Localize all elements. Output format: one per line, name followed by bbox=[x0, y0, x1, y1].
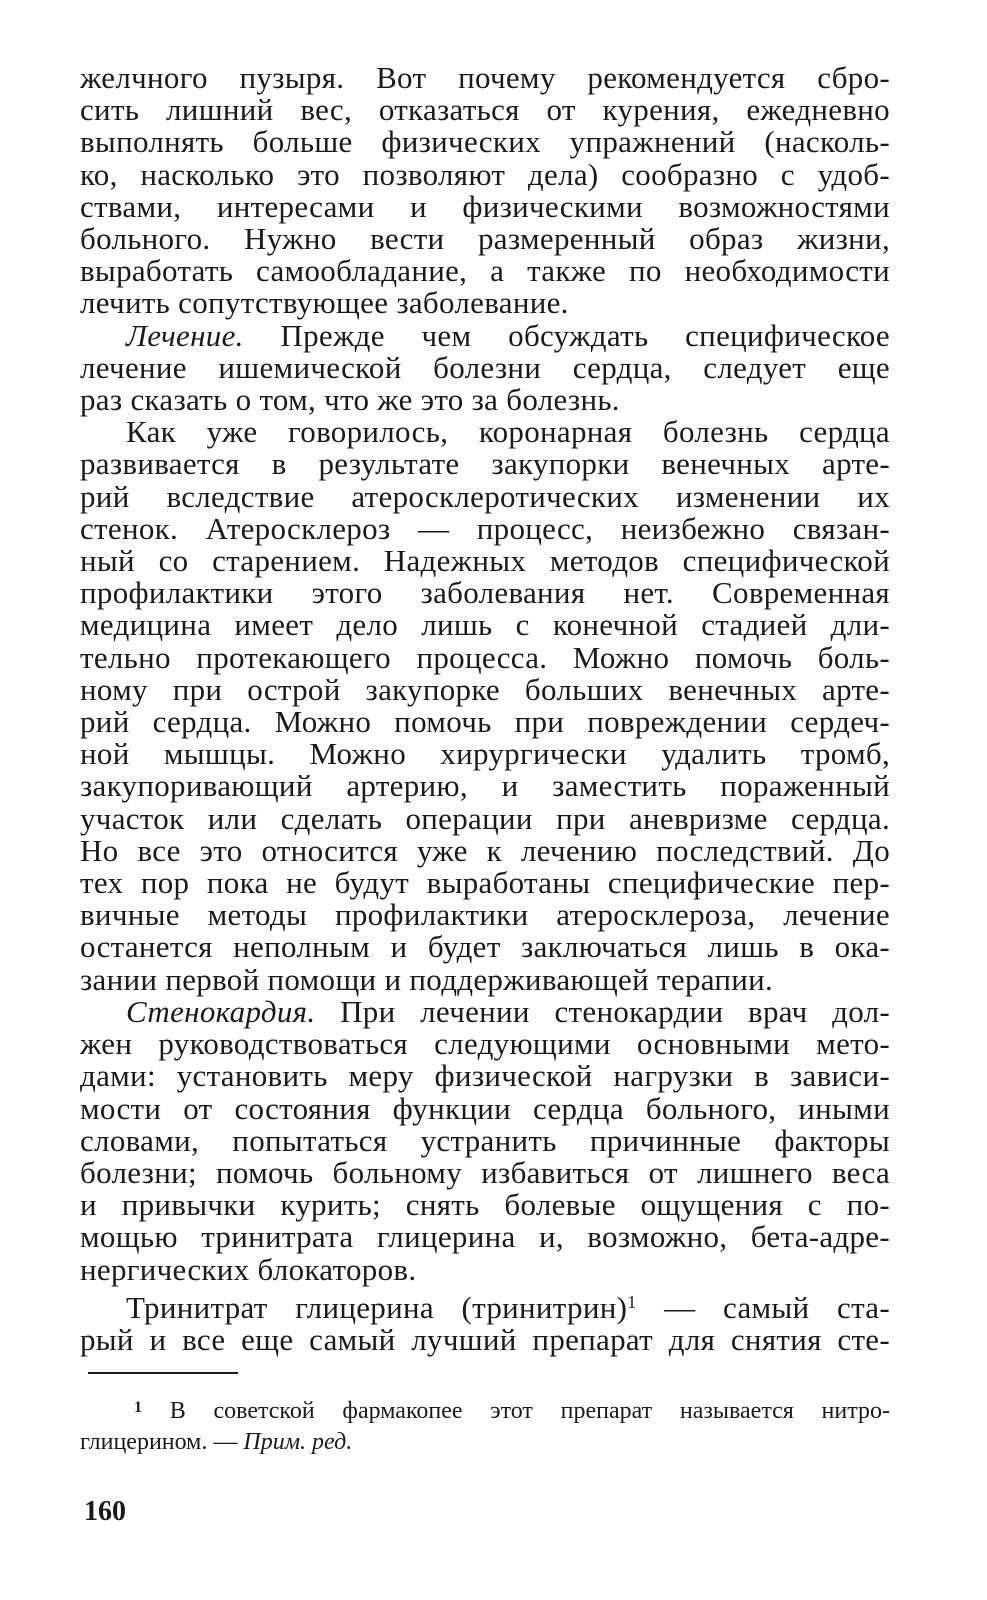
footnote-line bbox=[80, 1392, 890, 1427]
footnote-line bbox=[80, 1427, 890, 1458]
text-line: участок или сделать операции при аневризме сердца. bbox=[80, 800, 890, 836]
text-line: жен руководствоваться следующими основными мето- bbox=[80, 1026, 890, 1062]
text-line: ному при острой закупорке больших венечных арте- bbox=[80, 671, 890, 707]
text-line: лечить сопутствующее заболевание. bbox=[80, 285, 569, 321]
text-line: рый и все еще самый лучший препарат для снятия сте- bbox=[80, 1321, 890, 1357]
text-line: больного. Нужно вести размеренный образ жизни, bbox=[80, 221, 890, 257]
text-line: сить лишний вес, отказаться от курения, ежедневно bbox=[80, 92, 890, 128]
text-line bbox=[80, 1286, 890, 1324]
text-line: ный со старением. Надежных методов специфической bbox=[80, 543, 890, 579]
editor-note: Прим. ред. bbox=[243, 1429, 353, 1455]
footnote-reference[interactable]: 1 bbox=[627, 1291, 637, 1312]
text-line: ствами, интересами и физическими возможностями bbox=[80, 188, 890, 224]
text-line bbox=[80, 317, 890, 353]
text-line: выполнять больше физических упражнений (насколь- bbox=[80, 124, 890, 160]
text-line: дами: установить меру физической нагрузки в зависи- bbox=[80, 1058, 890, 1094]
text-line: медицина имеет дело лишь с конечной стадией дли- bbox=[80, 607, 890, 643]
text-line: желчного пузыря. Вот почему рекомендуется сбро- bbox=[80, 60, 890, 95]
text-line: выработать самообладание, а также по необходимости bbox=[80, 253, 890, 289]
text-line: ко, насколько это позволяют дела) сообразно с удоб- bbox=[80, 156, 890, 192]
text-line: развивается в результате закупорки венечных арте- bbox=[80, 446, 890, 482]
text-line: рий сердца. Можно помочь при повреждении сердеч- bbox=[80, 704, 890, 740]
text-run: — самый ста- bbox=[636, 1289, 890, 1325]
text-line: тельно протекающего процесса. Можно помочь боль- bbox=[80, 639, 890, 675]
text-line: мощью тринитрата глицерина и, возможно, бета-адре- bbox=[80, 1219, 890, 1255]
text-line: ной мышцы. Можно хирургически удалить тромб, bbox=[80, 736, 890, 772]
text-line: останется неполным и будет заключаться лишь в ока- bbox=[80, 929, 890, 965]
text-line: профилактики этого заболевания нет. Современная bbox=[80, 575, 890, 611]
text-line: болезни; помочь больному избавиться от лишнего веса bbox=[80, 1154, 890, 1190]
page-number: 160 bbox=[84, 1496, 126, 1527]
text-line: и привычки курить; снять болевые ощущения с по- bbox=[80, 1187, 890, 1223]
text-run: При лечении стенокардии врач дол- bbox=[315, 993, 890, 1029]
text-line: зании первой помощи и поддерживающей терапии. bbox=[80, 961, 774, 997]
paragraph-2 bbox=[80, 317, 890, 418]
text-run: Прежде чем обсуждать специфическое bbox=[243, 317, 890, 353]
footnote-text: В советской фармакопее этот препарат называется нитро- bbox=[142, 1398, 890, 1424]
text-line bbox=[80, 993, 890, 1029]
paragraph-3 bbox=[80, 416, 890, 996]
page-body bbox=[80, 62, 890, 1356]
text-line: закупоривающий артерию, и заместить пораженный bbox=[80, 768, 890, 804]
paragraph-4 bbox=[80, 993, 890, 1287]
text-line: рий вследствие атеросклеротических изменении их bbox=[80, 478, 890, 514]
section-heading-angina: Стенокардия. bbox=[126, 993, 316, 1029]
text-run: Тринитрат глицерина (тринитрин) bbox=[126, 1289, 628, 1325]
footnote-text: глицерином. — bbox=[80, 1429, 244, 1455]
section-heading-treatment: Лечение. bbox=[126, 317, 244, 353]
paragraph-5 bbox=[80, 1286, 890, 1356]
text-line: нергических блокаторов. bbox=[80, 1251, 417, 1287]
main-text bbox=[80, 62, 890, 1356]
footnote-divider bbox=[88, 1372, 238, 1374]
text-line: Как уже говорилось, коронарная болезнь сердца bbox=[126, 414, 890, 450]
paragraph-1 bbox=[80, 62, 890, 320]
footnote-mark: 1 bbox=[134, 1399, 142, 1416]
text-line: вичные методы профилактики атеросклероза, лечение bbox=[80, 897, 890, 933]
footnote bbox=[80, 1392, 890, 1458]
text-line: лечение ишемической болезни сердца, следует еще bbox=[80, 349, 890, 385]
text-line: стенок. Атеросклероз — процесс, неизбежно связан- bbox=[80, 510, 890, 546]
text-line: раз сказать о том, что же это за болезнь. bbox=[80, 382, 620, 418]
text-line: словами, попытаться устранить причинные факторы bbox=[80, 1122, 890, 1158]
text-line: мости от состояния функции сердца больного, иными bbox=[80, 1090, 890, 1126]
text-line: Но все это относится уже к лечению последствий. До bbox=[80, 832, 890, 868]
text-line: тех пор пока не будут выработаны специфические пер- bbox=[80, 865, 890, 901]
